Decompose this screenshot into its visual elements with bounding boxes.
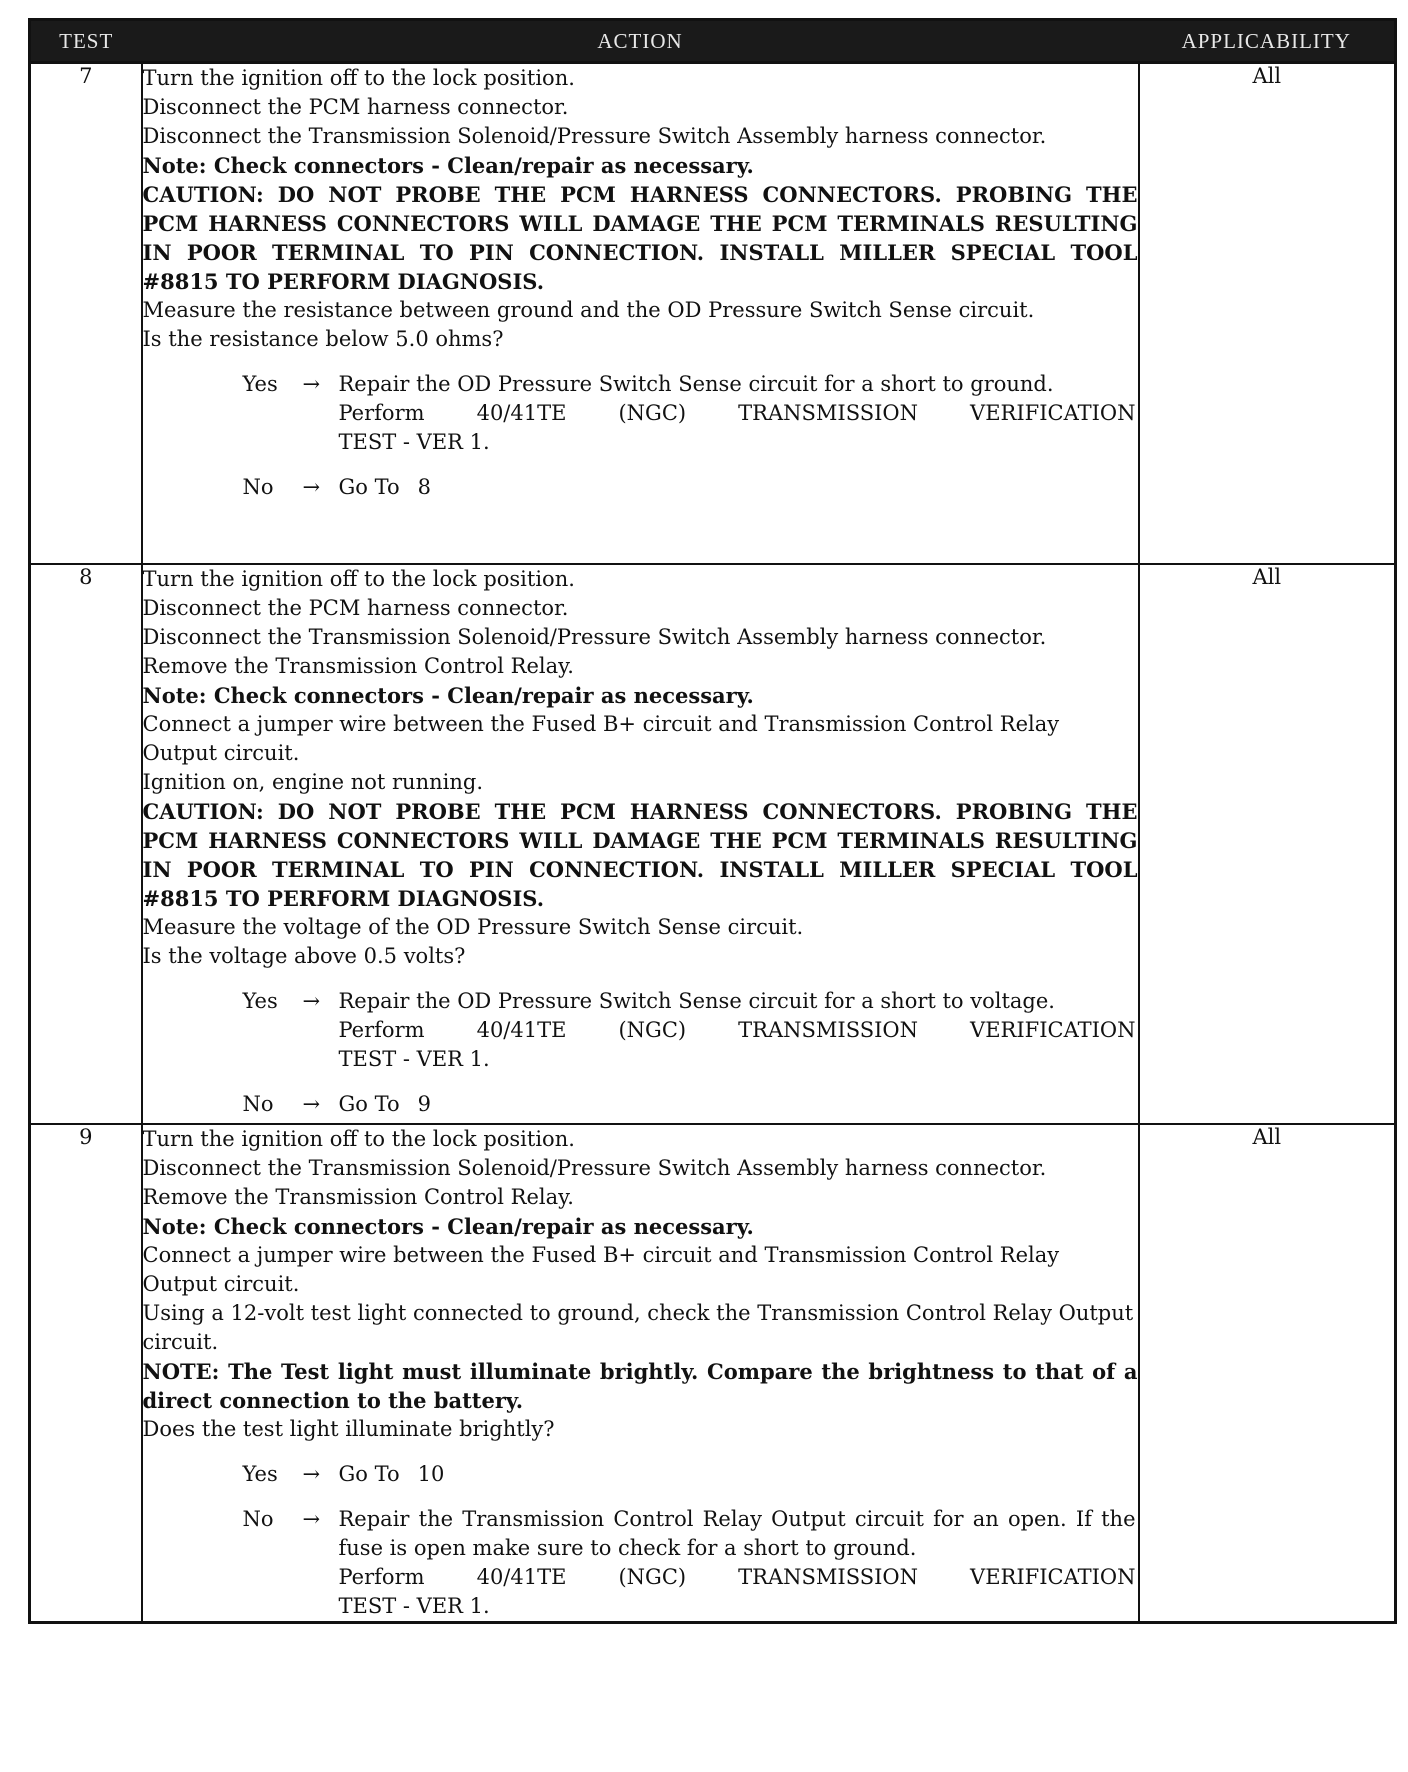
no-label: No [242,1091,274,1116]
goto-target: 10 [417,1461,445,1486]
applicability-cell: All [1139,63,1396,564]
note2-text: NOTE: The Test light must illuminate brightly. Compare the brightness to that of a direct connection to the battery. [142,1358,1138,1413]
step: Turn the ignition off to the lock position. [142,1126,575,1151]
step: Remove the Transmission Control Relay. [142,653,574,678]
arrow-icon: → [302,475,321,499]
test-number: 8 [30,564,142,1124]
goto-text: Go To [338,1461,400,1486]
jumper-text: Connect a jumper wire between the Fused B+ circuit and Transmission Control Relay Output circuit. [142,1242,1060,1296]
test-row-8 [30,564,1396,1124]
yes-outcome [143,1460,1138,1489]
arrow-icon: → [302,372,321,396]
ignition-text: Ignition on, engine not running. [142,769,483,794]
note-text: Note: Check connectors - Clean/repair as necessary. [142,682,754,708]
step: Turn the ignition off to the lock position. [142,566,575,591]
goto-target: 9 [417,1091,431,1116]
arrow-icon: → [302,1461,321,1486]
result-text: Repair the OD Pressure Switch Sense circuit for a short to voltage. [338,988,1055,1013]
no-result [339,1505,1138,1621]
question-text: Does the test light illuminate brightly? [142,1416,555,1441]
test-number: 9 [30,1124,142,1623]
perform-text-2: TEST - VER 1. [338,1593,490,1618]
no-outcome [143,1090,1138,1119]
action-cell [142,564,1139,1124]
no-outcome [143,1505,1138,1621]
arrow-icon: → [302,988,321,1013]
no-label: No [242,475,274,499]
note-text: Note: Check connectors - Clean/repair as necessary. [142,153,754,178]
test-row-7 [30,63,1396,564]
step: Disconnect the Transmission Solenoid/Pressure Switch Assembly harness connector. [142,124,1047,148]
perform-text: Perform 40/41TE (NGC) TRANSMISSION VERIFICATION [338,1564,1136,1589]
no-result [339,473,1138,502]
arrow-icon: → [302,1091,321,1116]
no-result [339,1090,1138,1119]
yes-result [339,370,1138,457]
perform-text: Perform 40/41TE (NGC) TRANSMISSION VERIFICATION [338,1017,1136,1042]
result-text: Repair the OD Pressure Switch Sense circuit for a short to ground. [338,372,1054,396]
yes-outcome [143,987,1138,1074]
step: Disconnect the Transmission Solenoid/Pressure Switch Assembly harness connector. [142,624,1047,649]
caution-text: CAUTION: DO NOT PROBE THE PCM HARNESS CONNECTORS. PROBING THE PCM HARNESS CONNECTORS WILL DAMAGE THE PCM TERMINALS RESULTING IN POOR TERMINAL TO PIN CONNECTION. INSTALL MILLER SPECIAL TOOL #8815 TO PERFORM DIAGNOSIS. [142,798,1138,911]
yes-result [339,987,1138,1074]
test-number: 7 [30,63,142,564]
step: Disconnect the Transmission Solenoid/Pressure Switch Assembly harness connector. [142,1155,1047,1180]
question-text: Is the voltage above 0.5 volts? [142,943,466,968]
yes-outcome [143,370,1138,457]
action-cell [142,63,1139,564]
goto-target: 8 [417,475,431,499]
test-row-9 [30,1124,1396,1623]
goto-text: Go To [338,475,400,499]
measure-text: Measure the voltage of the OD Pressure Switch Sense circuit. [142,914,804,939]
caution-text: CAUTION: DO NOT PROBE THE PCM HARNESS CONNECTORS. PROBING THE PCM HARNESS CONNECTORS WILL DAMAGE THE PCM TERMINALS RESULTING IN POOR TERMINAL TO PIN CONNECTION. INSTALL MILLER SPECIAL TOOL #8815 TO PERFORM DIAGNOSIS. [142,182,1138,294]
testlight-text: Using a 12-volt test light connected to ground, check the Transmission Control Relay Output circuit. [142,1300,1134,1354]
yes-label: Yes [242,988,278,1013]
yes-label: Yes [242,1461,278,1486]
question-text: Is the resistance below 5.0 ohms? [142,327,504,351]
perform-text-2: TEST - VER 1. [338,1046,490,1071]
perform-text: Perform 40/41TE (NGC) TRANSMISSION VERIFICATION [338,401,1136,425]
step: Disconnect the PCM harness connector. [142,95,569,119]
diagnostic-table [28,18,1397,1624]
result-text: Repair the Transmission Control Relay Output circuit for an open. If the fuse is open make sure to check for a short to ground. [338,1506,1136,1560]
action-cell [142,1124,1139,1623]
perform-text-2: TEST - VER 1. [338,430,490,454]
goto-text: Go To [338,1091,400,1116]
arrow-icon: → [302,1506,321,1531]
measure-text: Measure the resistance between ground and the OD Pressure Switch Sense circuit. [142,298,1035,322]
note-text: Note: Check connectors - Clean/repair as necessary. [142,1213,754,1239]
applicability-cell: All [1139,1124,1396,1623]
diagnostic-page [28,18,1394,1756]
no-label: No [242,1506,274,1531]
header-applicability: APPLICABILITY [1139,20,1396,63]
header-test: TEST [30,20,142,63]
no-outcome [143,473,1138,502]
step: Disconnect the PCM harness connector. [142,595,569,620]
jumper-text: Connect a jumper wire between the Fused B+ circuit and Transmission Control Relay Output circuit. [142,711,1060,765]
step: Remove the Transmission Control Relay. [142,1184,574,1209]
applicability-cell: All [1139,564,1396,1124]
header-action: ACTION [142,20,1139,63]
step: Turn the ignition off to the lock position. [142,66,575,90]
yes-label: Yes [242,372,278,396]
yes-result [339,1460,1138,1489]
table-header-row [30,20,1396,63]
